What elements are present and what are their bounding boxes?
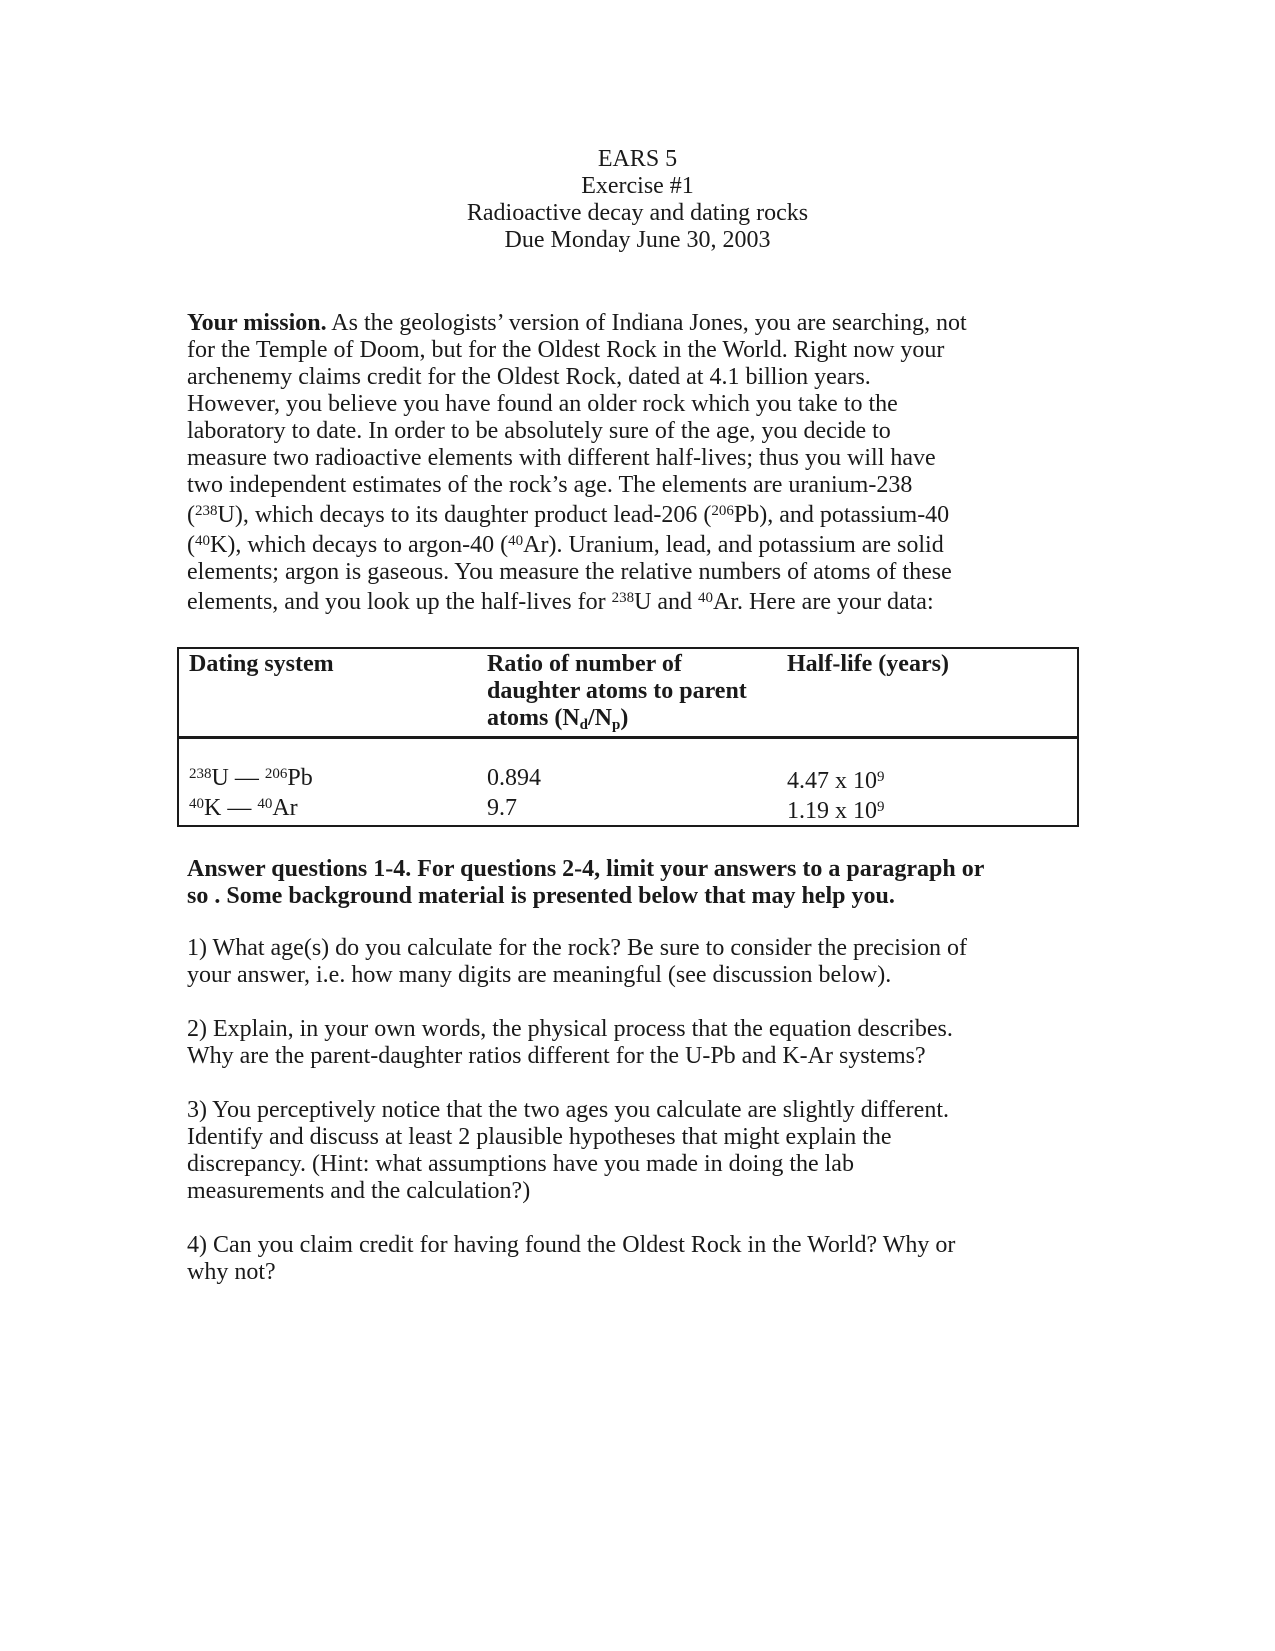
- due-date: Due Monday June 30, 2003: [504, 227, 771, 253]
- cell-dating-system: $^{238}$U — $^{206}$Pb: [189, 765, 313, 791]
- topic-title: Radioactive decay and dating rocks: [466, 200, 809, 226]
- mission-line: Your mission. As the geologists’ version of Indiana Jones, you are searching, not: [187, 310, 967, 336]
- cell-dating-system: $^{40}$K — $^{40}$Ar: [189, 795, 298, 821]
- cell-ratio: 9.7: [487, 795, 517, 821]
- mission-line: for the Temple of Doom, but for the Oldest Rock in the World. Right now your: [187, 337, 945, 363]
- mission-line: archenemy claims credit for the Oldest Rock, dated at 4.1 billion years.: [187, 364, 871, 390]
- question-3: 3) You perceptively notice that the two ages you calculate are slightly different. Identify and discuss at least 2 plausible hypotheses that might explain the discrepancy. (Hint: what assumptions have you made in doing the lab measurements and the calculation?): [187, 1097, 949, 1204]
- cell-ratio: 0.894: [487, 765, 541, 791]
- cell-half-life: 4.47 x $10^9$: [787, 768, 885, 794]
- mission-lead: Your mission.: [187, 310, 327, 336]
- mission-line: two independent estimates of the rock’s age. The elements are uranium-238: [187, 472, 913, 498]
- exercise-title: Exercise #1: [581, 173, 694, 199]
- header-half-life: Half-life (years): [787, 651, 949, 677]
- course-title: EARS 5: [597, 146, 678, 172]
- mission-line: ($^{40}$K), which decays to argon-40 ($^{40}$Ar). Uranium, lead, and potassium are solid: [187, 532, 944, 558]
- mission-line: measure two radioactive elements with different half-lives; thus you will have: [187, 445, 936, 471]
- mission-line: elements; argon is gaseous. You measure the relative numbers of atoms of these: [187, 559, 952, 585]
- mission-line: elements, and you look up the half-lives for $^{238}$U and $^{40}$Ar. Here are your data:: [187, 589, 934, 615]
- cell-half-life: 1.19 x $10^9$: [787, 798, 885, 824]
- mission-line: laboratory to date. In order to be absolutely sure of the age, you decide to: [187, 418, 891, 444]
- mission-line: However, you believe you have found an older rock which you take to the: [187, 391, 898, 417]
- mission-line: ($^{238}$U), which decays to its daughter product lead-206 ($^{206}$Pb), and potassium-40: [187, 502, 950, 528]
- question-1: 1) What age(s) do you calculate for the rock? Be sure to consider the precision of your answer, i.e. how many digits are meaningful (see discussion below).: [187, 935, 967, 988]
- document-header: [0, 146, 1275, 254]
- header-dating-system: Dating system: [189, 651, 334, 677]
- question-4: 4) Can you claim credit for having found the Oldest Rock in the World? Why or why not?: [187, 1232, 956, 1285]
- table-header-row: [179, 649, 1077, 739]
- question-2: 2) Explain, in your own words, the physical process that the equation describes. Why are the parent-daughter ratios different for the U-Pb and K-Ar systems?: [187, 1016, 953, 1069]
- header-ratio: Ratio of number of daughter atoms to parent atoms $(N_d/N_p)$: [487, 651, 747, 733]
- dating-data-table: [177, 647, 1079, 827]
- instructions-paragraph: Answer questions 1-4. For questions 2-4, limit your answers to a paragraph or so . Some background material is presented below that may help you.: [187, 856, 985, 909]
- mission-paragraph: [187, 310, 1092, 616]
